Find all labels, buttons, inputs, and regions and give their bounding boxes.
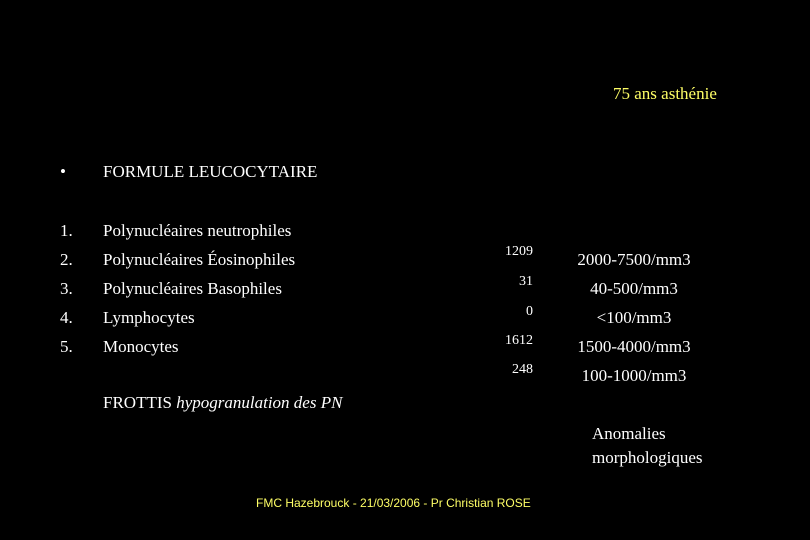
item-label: Lymphocytes [103, 308, 195, 327]
item-value: 1612 [505, 333, 533, 348]
item-number: 5. [60, 337, 73, 356]
slide-subtitle: 75 ans asthénie [613, 84, 717, 103]
item-number: 4. [60, 308, 73, 327]
item-value: 31 [519, 274, 533, 289]
item-number: 2. [60, 250, 73, 269]
item-value: 248 [512, 362, 533, 377]
item-label: Polynucléaires Basophiles [103, 279, 282, 298]
item-label: Polynucléaires neutrophiles [103, 221, 292, 240]
anomalies-line: morphologiques [592, 448, 703, 467]
item-number: 3. [60, 279, 73, 298]
anomalies-line: Anomalies [592, 424, 666, 443]
item-label: Monocytes [103, 337, 179, 356]
frottis-label: FROTTIS [103, 393, 172, 412]
slide-footer: FMC Hazebrouck - 21/03/2006 - Pr Christian ROSE [256, 496, 531, 510]
bullet-icon: • [60, 162, 66, 181]
anomalies-note [592, 422, 752, 470]
item-value: 0 [526, 304, 533, 319]
frottis-note: hypogranulation des PN [176, 393, 343, 412]
item-number: 1. [60, 221, 73, 240]
item-range: 1500-4000/mm3 [577, 337, 691, 356]
section-title: FORMULE LEUCOCYTAIRE [103, 162, 318, 181]
item-range: 100-1000/mm3 [581, 366, 687, 385]
item-label: Polynucléaires Éosinophiles [103, 250, 296, 269]
item-value: 1209 [505, 244, 533, 259]
item-range: <100/mm3 [596, 308, 672, 327]
frottis-line [103, 393, 342, 413]
item-range: 40-500/mm3 [590, 279, 678, 298]
item-range: 2000-7500/mm3 [577, 250, 691, 269]
